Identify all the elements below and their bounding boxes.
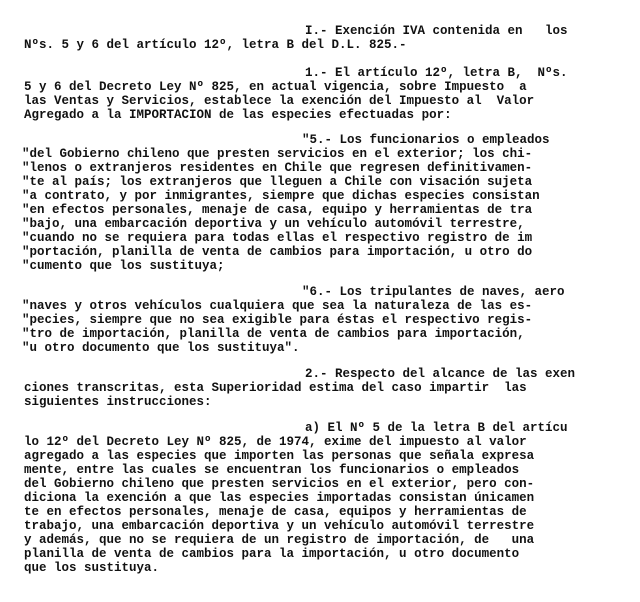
quote5-line-9: "portación, planilla de venta de cambios para importación, u otro do [22,245,533,259]
section1-line-3: las Ventas y Servicios, establece la exención del Impuesto al Valor [24,94,535,108]
sectionA-line-11: que los sustituya. [24,561,160,575]
quote5-line-5: "a contrato, y por inmigrantes, siempre que dichas especies consistan [22,189,540,203]
section1-line-4: Agregado a la IMPORTACION de las especies efectuadas por: [24,108,452,122]
quote6-line-5: "u otro documento que los sustituya". [22,341,300,355]
quote5-line-2: "del Gobierno chileno que presten servicios en el exterior; los chi- [22,147,533,161]
section2-line-1: 2.- Respecto del alcance de las exen [305,367,576,381]
section2-line-3: siguientes instrucciones: [24,395,212,409]
heading-line-2: Nºs. 5 y 6 del artículo 12º, letra B del D.L. 825.- [24,38,407,52]
heading-line-1: I.- Exención IVA contenida en los [305,24,568,38]
sectionA-line-5: del Gobierno chileno que presten servicios en el exterior, pero con- [24,477,535,491]
sectionA-line-1: a) El Nº 5 de la letra B del artícu [305,421,568,435]
sectionA-line-6: diciona la exención a que las especies importadas consistan únicamen [24,491,535,505]
sectionA-line-4: mente, entre las cuales se encuentran los funcionarios o empleados [24,463,520,477]
section1-line-1: 1.- El artículo 12º, letra B, Nºs. [305,66,568,80]
quote5-line-4: "te al país; los extranjeros que lleguen a Chile con visación sujeta [22,175,533,189]
sectionA-line-8: trabajo, una embarcación deportiva y un vehículo automóvil terrestre [24,519,535,533]
quote5-line-3: "lenos o extranjeros residentes en Chile que regresen definitivamen- [22,161,533,175]
sectionA-line-7: te en efectos personales, menaje de casa, equipos y herramientas de [24,505,527,519]
section2-line-2: ciones transcritas, esta Superioridad estima del caso impartir las [24,381,527,395]
quote5-line-7: "bajo, una embarcación deportiva y un vehículo automóvil terrestre, [22,217,525,231]
quote6-line-3: "pecies, siempre que no sea exigible para éstas el respectivo regis- [22,313,533,327]
quote6-line-4: "tro de importación, planilla de venta de cambios para importación, [22,327,525,341]
sectionA-line-9: y además, que no se requiera de un registro de importación, de una [24,533,535,547]
sectionA-line-2: lo 12º del Decreto Ley Nº 825, de 1974, exime del impuesto al valor [24,435,527,449]
quote5-line-1: "5.- Los funcionarios o empleados [302,133,550,147]
quote5-line-6: "en efectos personales, menaje de casa, equipo y herramientas de tra [22,203,533,217]
section1-line-2: 5 y 6 del Decreto Ley Nº 825, en actual vigencia, sobre Impuesto a [24,80,527,94]
sectionA-line-3: agregado a las especies que importen las personas que señala expresa [24,449,535,463]
quote5-line-10: "cumento que los sustituya; [22,259,225,273]
quote6-line-2: "naves y otros vehículos cualquiera que sea la naturaleza de las es- [22,299,533,313]
sectionA-line-10: planilla de venta de cambios para la importación, u otro documento [24,547,520,561]
quote5-line-8: "cuando no se requiera para todas ellas el respectivo registro de im [22,231,533,245]
quote6-line-1: "6.- Los tripulantes de naves, aero [302,285,565,299]
